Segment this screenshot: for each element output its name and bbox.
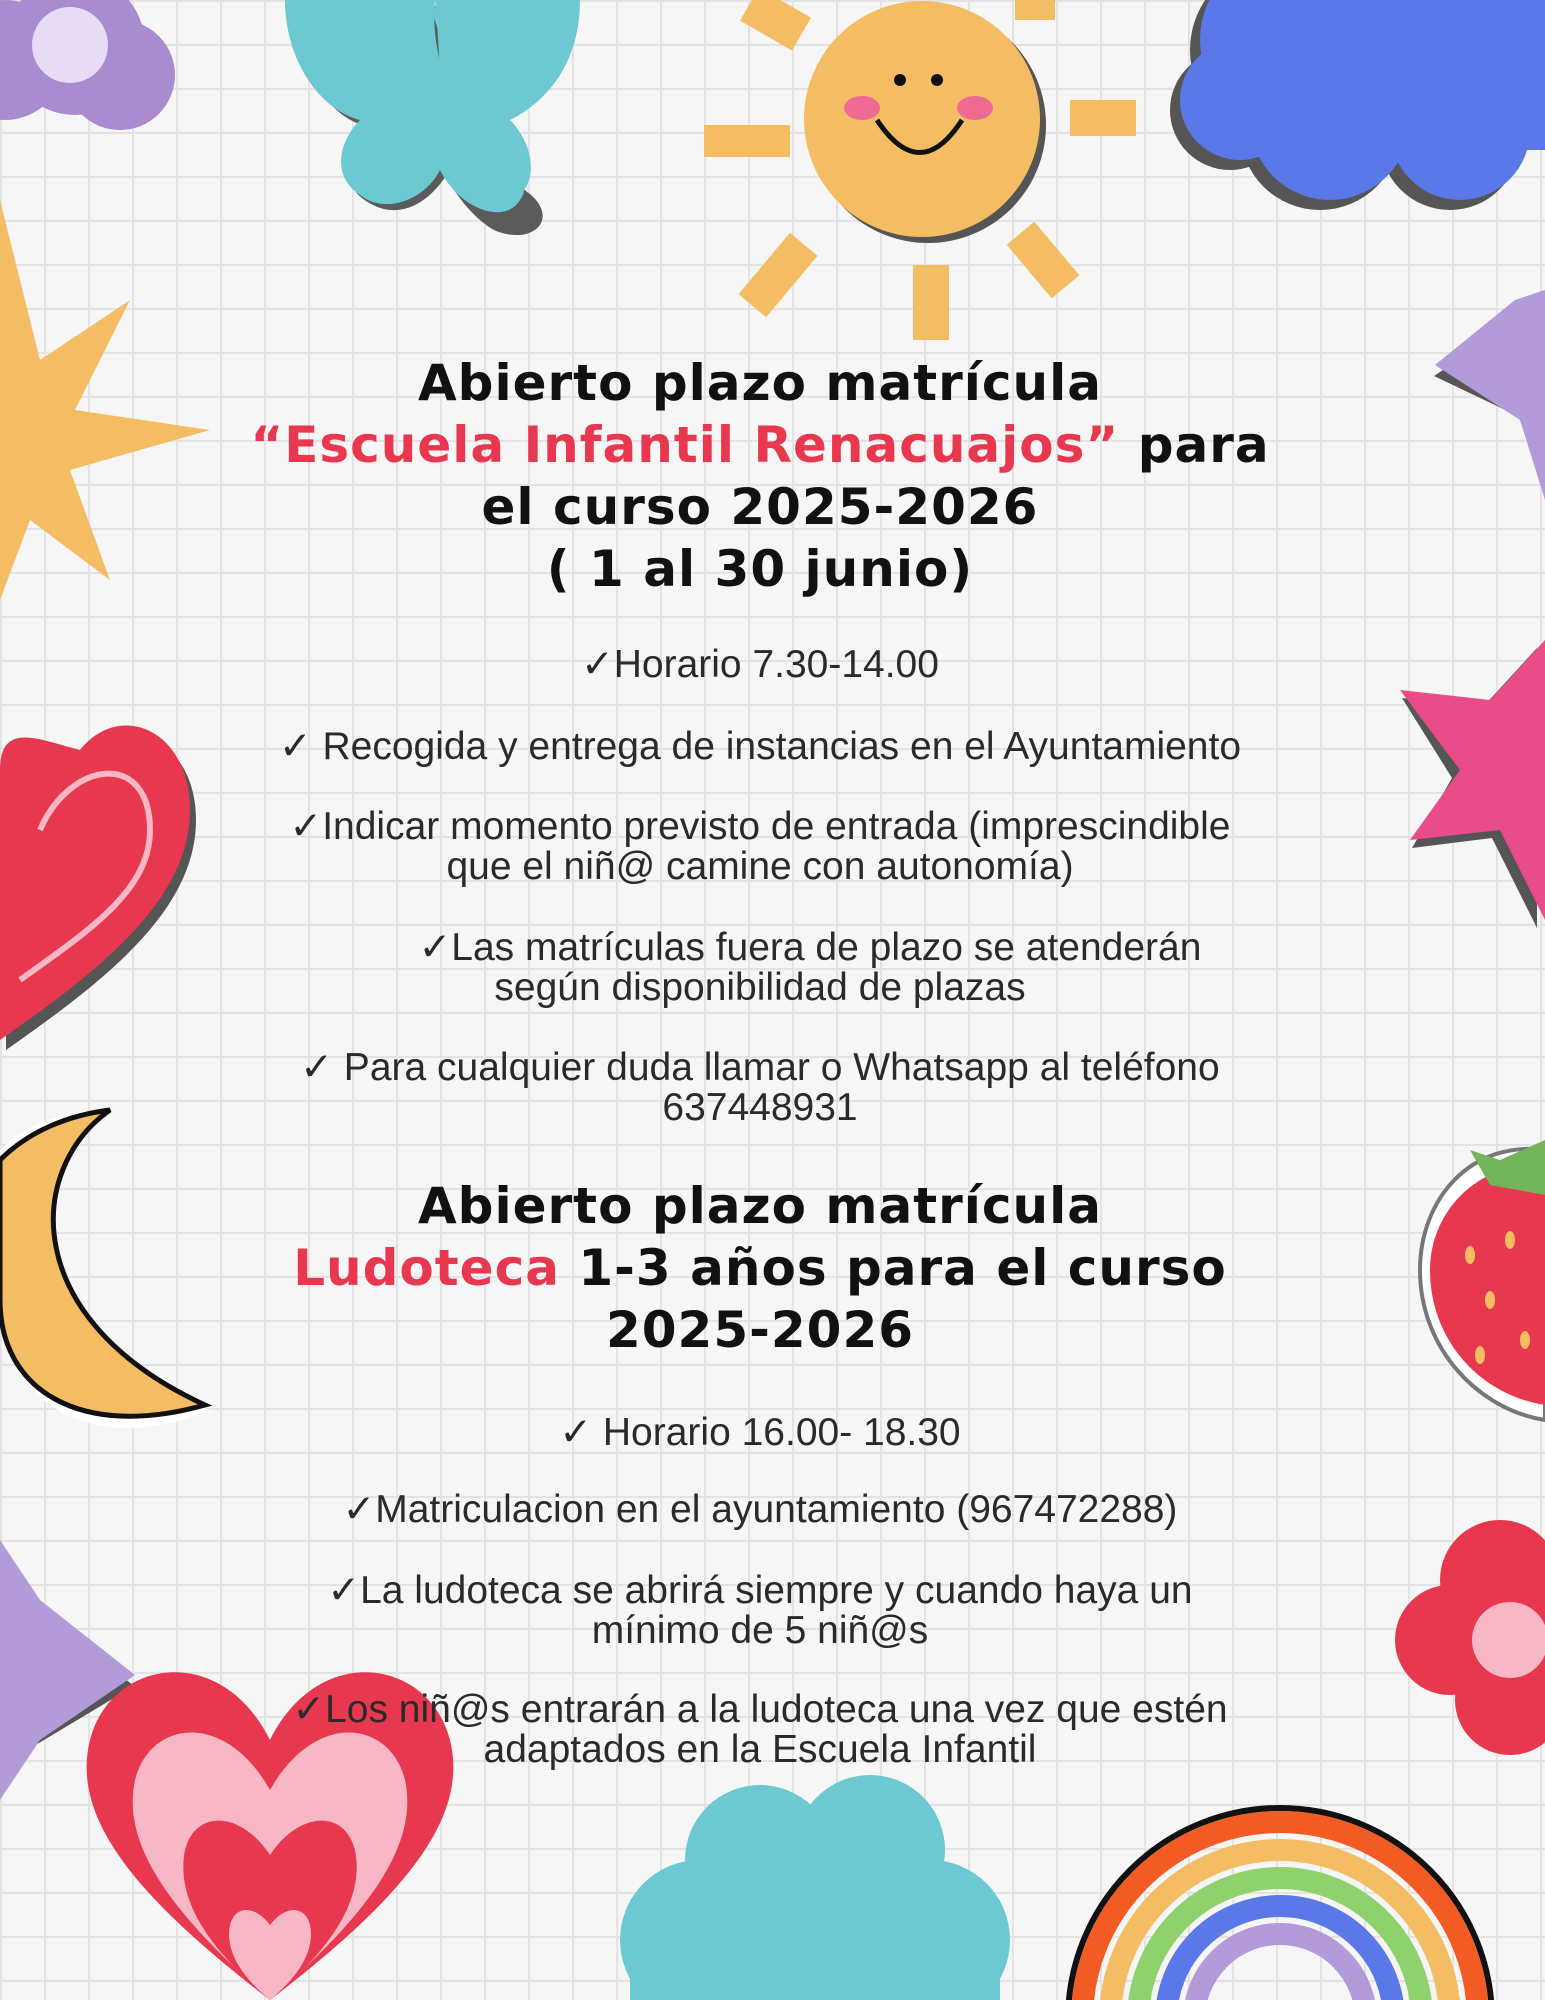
moon-icon: [0, 1110, 210, 1428]
item-fuera-plazo-cont: según disponibilidad de plazas: [494, 966, 1026, 1009]
section2-title-tail: 1-3 años para el curso: [559, 1239, 1227, 1297]
cloud-icon: [620, 1775, 1010, 2000]
butterfly-icon: [285, 0, 580, 235]
purple-flower-icon: [0, 0, 175, 130]
rainbow-icon: [1068, 1808, 1492, 2000]
item-fuera-plazo: ✓Las matrículas fuera de plazo se atenderán: [418, 926, 1202, 969]
red-flower-icon: [1395, 1520, 1545, 1755]
section1-title-tail: para: [1119, 416, 1270, 474]
blue-flower-icon: [1170, 0, 1545, 210]
section1-title-line1: Abierto plazo matrícula: [417, 354, 1103, 412]
item-horario-ludoteca: ✓ Horario 16.00- 18.30: [559, 1411, 961, 1454]
pink-star-icon: [1400, 640, 1545, 928]
ludoteca-name: Ludoteca: [293, 1239, 560, 1297]
section2-title: [180, 1175, 1340, 1361]
section1-title-line4: ( 1 al 30 junio): [546, 540, 974, 598]
item-minimo: ✓La ludoteca se abrirá siempre y cuando haya un: [327, 1569, 1193, 1612]
school-name: “Escuela Infantil Renacuajos”: [250, 416, 1120, 474]
purple-star-icon: [1434, 290, 1545, 500]
item-indicar-cont: que el niñ@ camine con autonomía): [446, 845, 1074, 888]
yellow-star-icon: [0, 200, 210, 600]
item-adaptados-cont: adaptados en la Escuela Infantil: [483, 1728, 1037, 1771]
section2-title-line1: Abierto plazo matrícula: [417, 1177, 1103, 1235]
heart-icon: [0, 726, 196, 1050]
strawberry-icon: [1420, 1140, 1545, 1420]
item-matriculacion: ✓Matriculacion en el ayuntamiento (967472288): [342, 1488, 1178, 1531]
section1-title-line3: el curso 2025-2026: [481, 478, 1039, 536]
sun-icon: [704, 0, 1136, 340]
item-indicar: ✓Indicar momento previsto de entrada (imprescindible: [289, 805, 1231, 848]
section-escuela: [180, 352, 1340, 600]
phone-number: 637448931: [662, 1086, 858, 1129]
item-horario: ✓Horario 7.30-14.00: [581, 643, 939, 686]
section-ludoteca: [180, 1175, 1340, 1361]
item-minimo-cont: mínimo de 5 niñ@s: [591, 1609, 929, 1652]
section1-title-line2: [180, 414, 1340, 476]
section2-title-line3: 2025-2026: [605, 1301, 915, 1359]
item-recogida: ✓ Recogida y entrega de instancias en el Ayuntamiento: [278, 725, 1242, 768]
section1-title: [180, 352, 1340, 600]
item-adaptados: ✓Los niñ@s entrarán a la ludoteca una vez que estén: [292, 1688, 1228, 1731]
section2-title-line2: [180, 1237, 1340, 1299]
item-contacto: ✓ Para cualquier duda llamar o Whatsapp al teléfono: [300, 1046, 1220, 1089]
